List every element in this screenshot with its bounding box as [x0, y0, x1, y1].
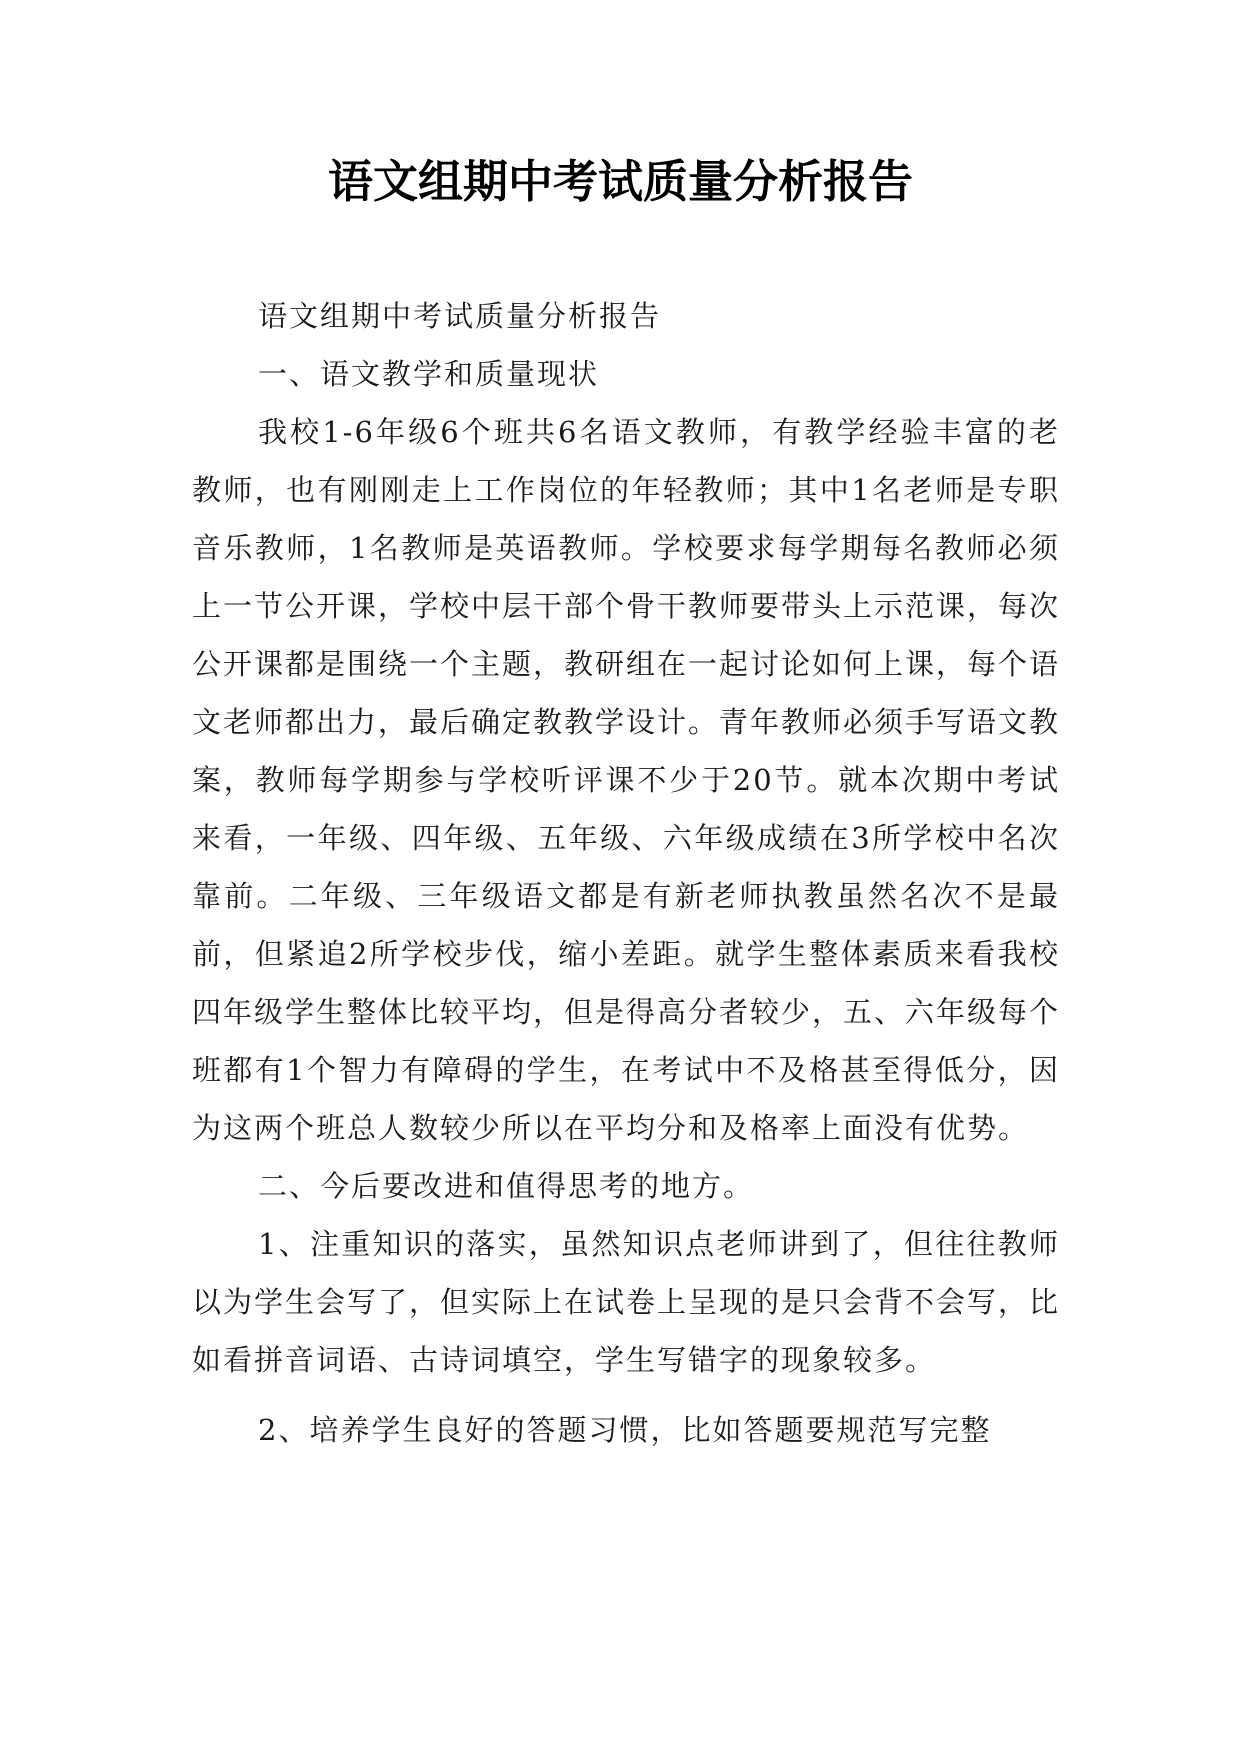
document-body	[192, 287, 1060, 1459]
paragraph-status: 我校1-6年级6个班共6名语文教师，有教学经验丰富的老教师，也有刚刚走上工作岗位的年轻教师；其中1名老师是专职音乐教师，1名教师是英语教师。学校要求每学期每名教师必须上一节公开课，学校中层干部个骨干教师要带头上示范课，每次公开课都是围绕一个主题，教研组在一起讨论如何上课，每个语文老师都出力，最后确定教教学设计。青年教师必须手写语文教案，教师每学期参与学校听评课不少于20节。就本次期中考试来看，一年级、四年级、五年级、六年级成绩在3所学校中名次靠前。二年级、三年级语文都是有新老师执教虽然名次不是最前，但紧追2所学校步伐，缩小差距。就学生整体素质来看我校四年级学生整体比较平均，但是得高分者较少，五、六年级每个班都有1个智力有障碍的学生，在考试中不及格甚至得低分，因为这两个班总人数较少所以在平均分和及格率上面没有优势。	[192, 415, 1061, 1145]
paragraph-point-1: 1、注重知识的落实，虽然知识点老师讲到了，但往往教师以为学生会写了，但实际上在试卷上呈现的是只会背不会写，比如看拼音词语、古诗词填空，学生写错字的现象较多。	[192, 1227, 1061, 1377]
paragraph-point-2: 2、培养学生良好的答题习惯，比如答题要规范写完整	[258, 1413, 992, 1447]
paragraph-subtitle: 语文组期中考试质量分析报告	[258, 299, 662, 333]
document-title: 语文组期中考试质量分析报告	[327, 155, 913, 208]
section-heading-1: 一、语文教学和质量现状	[258, 357, 600, 391]
section-heading-2: 二、今后要改进和值得思考的地方。	[258, 1169, 755, 1203]
